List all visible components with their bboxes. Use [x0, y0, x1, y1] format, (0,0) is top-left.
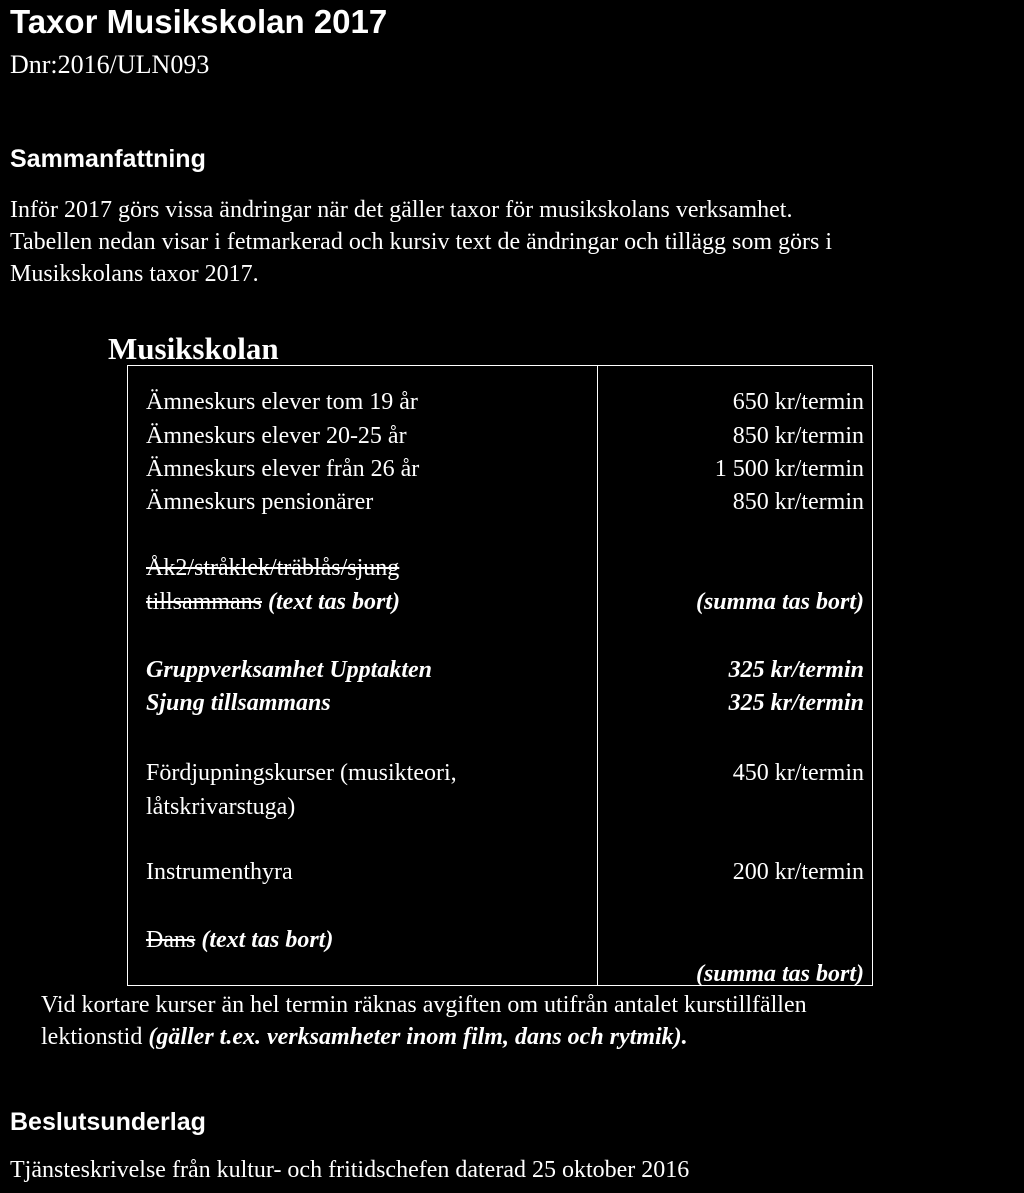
fee-price: 850 kr/termin: [732, 423, 864, 449]
removed-label-line1: [146, 552, 399, 584]
summary-line: Tabellen nedan visar i fetmarkerad och kursiv text de ändringar och tillägg som görs i: [10, 229, 833, 255]
fee-label-continued: låtskrivarstuga): [146, 794, 296, 820]
removed-label: [146, 924, 333, 956]
fee-price: 650 kr/termin: [732, 389, 864, 415]
fee-label: Ämneskurs elever tom 19 år: [146, 389, 418, 415]
removed-price-note: (summa tas bort): [695, 589, 864, 615]
fee-price: 450 kr/termin: [732, 760, 864, 786]
struck-text: tillsammans: [146, 589, 262, 615]
removed-price-note: (summa tas bort): [695, 961, 864, 987]
fee-table-divider: [597, 365, 598, 986]
fee-label: Ämneskurs elever från 26 år: [146, 456, 420, 482]
removed-label-line2: [146, 586, 400, 618]
note-text: lektionstid: [41, 1024, 149, 1050]
removed-note: (text tas bort): [201, 927, 334, 953]
musikskolan-title: Musikskolan: [108, 331, 279, 366]
fee-price: 200 kr/termin: [732, 859, 864, 885]
note-line: Vid kortare kurser än hel termin räknas avgiften om utifrån antalet kurstillfällen: [41, 992, 807, 1018]
fee-label: Fördjupningskurser (musikteori,: [146, 760, 457, 786]
summary-line: Inför 2017 görs vissa ändringar när det gäller taxor för musikskolans verksamhet.: [10, 197, 793, 223]
beslut-text: Tjänsteskrivelse från kultur- och fritidschefen daterad 25 oktober 2016: [10, 1157, 690, 1183]
summary-heading: Sammanfattning: [10, 145, 206, 173]
new-fee-label: Sjung tillsammans: [146, 690, 331, 716]
summary-line: Musikskolans taxor 2017.: [10, 261, 259, 287]
new-fee-label: Gruppverksamhet Upptakten: [146, 657, 433, 683]
fee-label: Instrumenthyra: [146, 859, 293, 885]
struck-text: Åk2/stråklek/träblås/sjung: [146, 555, 400, 581]
removed-note: (text tas bort): [268, 589, 400, 615]
document-number: Dnr:2016/ULN093: [10, 50, 210, 79]
beslut-heading: Beslutsunderlag: [10, 1108, 206, 1136]
fee-label: Ämneskurs pensionärer: [146, 489, 374, 515]
new-fee-price: 325 kr/termin: [728, 657, 864, 683]
summary-paragraph: [10, 194, 832, 290]
fee-label: Ämneskurs elever 20-25 år: [146, 423, 407, 449]
new-fee-price: 325 kr/termin: [728, 690, 864, 716]
note-emphasis: (gäller t.ex. verksamheter inom film, dans och rytmik).: [148, 1024, 688, 1050]
document-title: Taxor Musikskolan 2017: [10, 3, 388, 40]
fee-price: 850 kr/termin: [732, 489, 864, 515]
fee-price: 1 500 kr/termin: [714, 456, 864, 482]
note-line: [41, 1021, 807, 1053]
struck-text: Dans: [146, 927, 196, 953]
short-course-note: [41, 989, 807, 1053]
